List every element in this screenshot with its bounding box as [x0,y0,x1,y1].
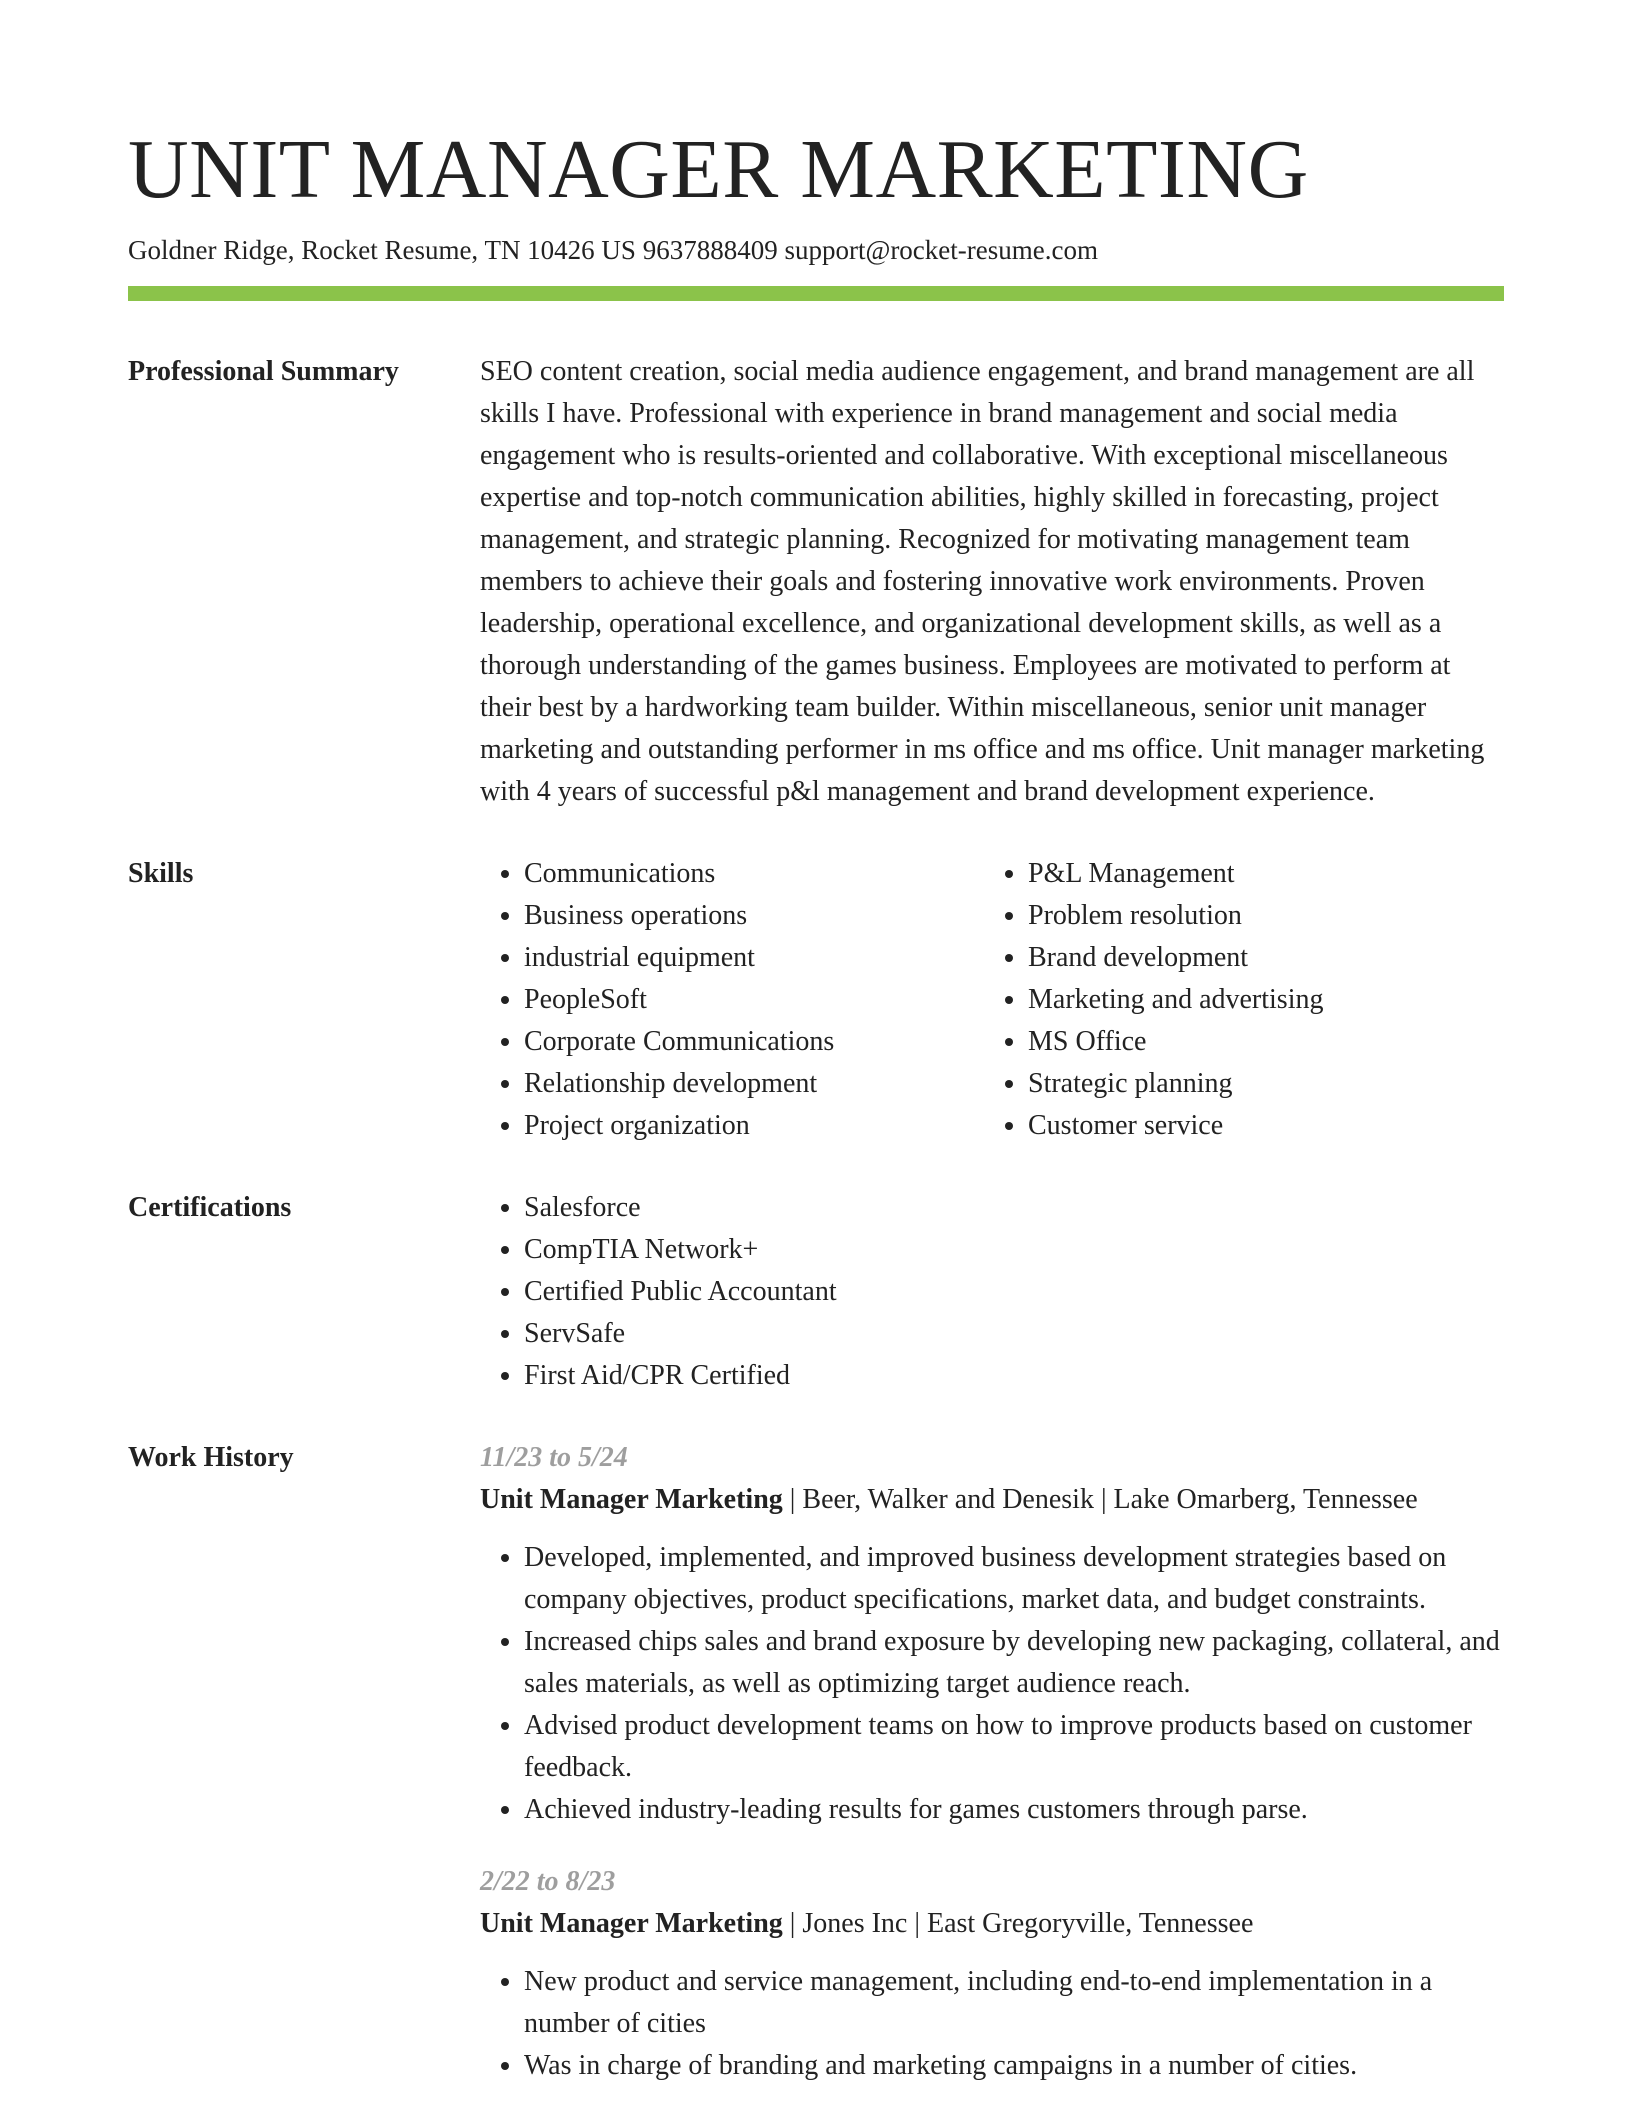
job-bullet: • Was in charge of branding and marketing campaigns in a number of cities. [524,2045,1504,2087]
skill-item: • Strategic planning [1028,1063,1488,1105]
certifications-label: Certifications [128,1192,292,1223]
skills-section [128,853,1504,1147]
summary-text: SEO content creation, social media audience engagement, and brand management are all skills I have. Professional with experience in brand management and social media engagement who is results-oriented and collaborative. With exceptional miscellaneous expertise and top-notch communication abilities, highly skilled in forecasting, project management, and strategic planning. Recognized for motivating management team members to achieve their goals and fostering innovative work environments. Proven leadership, operational excellence, and organizational development skills, as well as a thorough understanding of the games business. Employees are motivated to perform at their best by a hardworking team builder. Within miscellaneous, senior unit manager marketing and outstanding performer in ms office and ms office. Unit manager marketing with 4 years of successful p&l management and brand development experience. [480,356,1485,807]
skill-item: • P&L Management [1028,853,1488,895]
skill-item: • Project organization [524,1105,984,1147]
skill-item: • industrial equipment [524,937,984,979]
certification-item: • Certified Public Accountant [524,1271,1504,1313]
skill-item: • Corporate Communications [524,1021,984,1063]
skills-body [480,853,1504,1147]
summary-body [480,351,1504,813]
skills-column-1 [480,853,984,1147]
job-bullet: • Increased chips sales and brand exposure by developing new packaging, collateral, and sales materials, as well as optimizing target audience reach. [524,1621,1504,1705]
skill-item: • Brand development [1028,937,1488,979]
skills-label: Skills [128,858,194,889]
skill-item: • Problem resolution [1028,895,1488,937]
skill-item: • Business operations [524,895,984,937]
skill-item: • Customer service [1028,1105,1488,1147]
job-bullet: • Developed, implemented, and improved business development strategies based on company objectives, product specifications, market data, and budget constraints. [524,1537,1504,1621]
summary-label: Professional Summary [128,356,399,387]
summary-section [128,351,1504,813]
work-history-section [128,1437,1504,2117]
job-title: Unit Manager Marketing [480,1908,783,1939]
job-dates: 11/23 to 5/24 [480,1442,628,1473]
job-heading [480,1903,1504,1945]
certification-item: • CompTIA Network+ [524,1229,1504,1271]
work-history-body [480,1437,1504,2117]
certification-item: • First Aid/CPR Certified [524,1355,1504,1397]
resume-name: UNIT MANAGER MARKETING [128,123,1309,216]
skill-item: • MS Office [1028,1021,1488,1063]
certifications-section [128,1187,1504,1397]
job-bullets [480,1537,1504,1831]
skill-item: • PeopleSoft [524,979,984,1021]
job-details: | Beer, Walker and Denesik | Lake Omarberg, Tennessee [782,1484,1418,1515]
job-details: | Jones Inc | East Gregoryville, Tennessee [782,1908,1254,1939]
job-heading [480,1479,1504,1521]
skills-column-2 [984,853,1488,1147]
skill-item: • Relationship development [524,1063,984,1105]
job-dates: 2/22 to 8/23 [480,1866,616,1897]
certification-item: • ServSafe [524,1313,1504,1355]
skill-item: • Marketing and advertising [1028,979,1488,1021]
accent-divider [128,286,1504,301]
job-bullet: • Achieved industry-leading results for games customers through parse. [524,1789,1504,1831]
job-bullets [480,1961,1504,2087]
certification-item: • Salesforce [524,1187,1504,1229]
skill-item: • Communications [524,853,984,895]
resume-page [128,120,1504,2117]
job-bullet: • Advised product development teams on how to improve products based on customer feedback. [524,1705,1504,1789]
job-entry [480,1437,1504,1831]
job-bullet: • New product and service management, including end-to-end implementation in a number of cities [524,1961,1504,2045]
job-entry [480,1861,1504,2087]
work-history-label: Work History [128,1442,294,1473]
contact-line: Goldner Ridge, Rocket Resume, TN 10426 US 9637888409 support@rocket-resume.com [128,235,1098,265]
job-title: Unit Manager Marketing [480,1484,783,1515]
certifications-body [480,1187,1504,1397]
